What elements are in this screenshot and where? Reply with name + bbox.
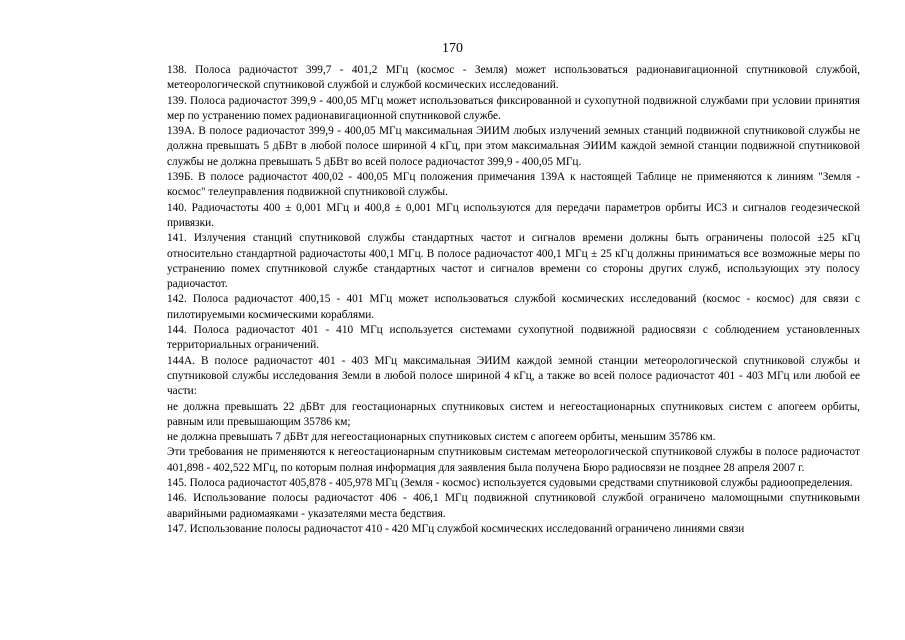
paragraph-142: 142. Полоса радиочастот 400,15 - 401 МГц может использоваться службой космических исследований (космос - космос) для связи с пилотируемыми космическими кораблями. [167, 293, 860, 321]
paragraph-141: 141. Излучения станций спутниковой службы стандартных частот и сигналов времени должны быть ограничены полосой ±25 кГц относительно стандартной радиочастоты 400,1 МГц. В полосе радиочастот 400,1 МГц ± 25 кГц должны приниматься все возможные меры по устранению помех спутниковой службе стандартных частот и сигналов времени со стороны других служб, использующих эту полосу радиочастот. [167, 232, 860, 291]
paragraph-144: 144. Полоса радиочастот 401 - 410 МГц используется системами сухопутной подвижной радиосвязи с соблюдением установленных территориальных ограничений. [167, 324, 860, 352]
paragraph-144a: 144А. В полосе радиочастот 401 - 403 МГц максимальная ЭИИМ каждой земной станции метеорологической спутниковой службы и спутниковой службы исследования Земли в любой полосе шириной 4 кГц, а также во всей полосе радиочастот 401 - 403 МГц или любой ее части: [167, 354, 860, 398]
paragraph-146: 146. Использование полосы радиочастот 406 - 406,1 МГц подвижной спутниковой службой ограничено маломощными спутниковыми аварийными радиомаяками - указателями места бедствия. [167, 492, 860, 520]
paragraph-145: 145. Полоса радиочастот 405,878 - 405,978 МГц (Земля - космос) используется судовыми средствами спутниковой службы радиоопределения. [167, 477, 853, 490]
paragraph-139a: 139А. В полосе радиочастот 399,9 - 400,05 МГц максимальная ЭИИМ любых излучений земных станций подвижной спутниковой службы не должна превышать 5 дБВт в любой полосе шириной 4 кГц, при этом максимальная ЭИИМ каждой земной станции подвижной спутниковой службы не должна превышать 5 дБВт во всей полосе радиочастот 399,9 - 400,05 МГц. [167, 125, 860, 168]
paragraph-144a-item-1: не должна превышать 22 дБВт для геостационарных спутниковых систем и негеостационарных спутниковых систем с апогеем орбиты, равным или превышающим 35786 км; [167, 400, 860, 428]
document-body [167, 63, 860, 537]
paragraph-147: 147. Использование полосы радиочастот 410 - 420 МГц службой космических исследований ограничено линиями связи [167, 522, 745, 535]
paragraph-138: 138. Полоса радиочастот 399,7 - 401,2 МГц (космос - Земля) может использоваться радионавигационной спутниковой службой, метеорологической спутниковой службой и службой космических исследований. [167, 64, 860, 92]
paragraph-144a-note: Эти требования не применяются к негеостационарным спутниковым системам метеорологической спутниковой службы в полосе радиочастот 401,898 - 402,522 МГц, по которым полная информация для заявления была получена Бюро радиосвязи не позднее 28 апреля 2007 г. [167, 446, 860, 474]
paragraph-139: 139. Полоса радиочастот 399,9 - 400,05 МГц может использоваться фиксированной и сухопутной подвижной службами при условии принятия мер по устранению помех радионавигационной спутниковой службе. [167, 94, 860, 122]
page-number: 170 [442, 41, 463, 56]
paragraph-140: 140. Радиочастоты 400 ± 0,001 МГц и 400,8 ± 0,001 МГц используются для передачи параметров орбиты ИСЗ и сигналов геодезической привязки. [167, 201, 860, 229]
paragraph-139b: 139Б. В полосе радиочастот 400,02 - 400,05 МГц положения примечания 139А к настоящей Таблице не применяются к линиям "Земля - космос" телеуправления подвижной спутниковой службы. [167, 171, 860, 199]
paragraph-144a-item-2: не должна превышать 7 дБВт для негеостационарных спутниковых систем с апогеем орбиты, меньшим 35786 км. [167, 431, 716, 444]
